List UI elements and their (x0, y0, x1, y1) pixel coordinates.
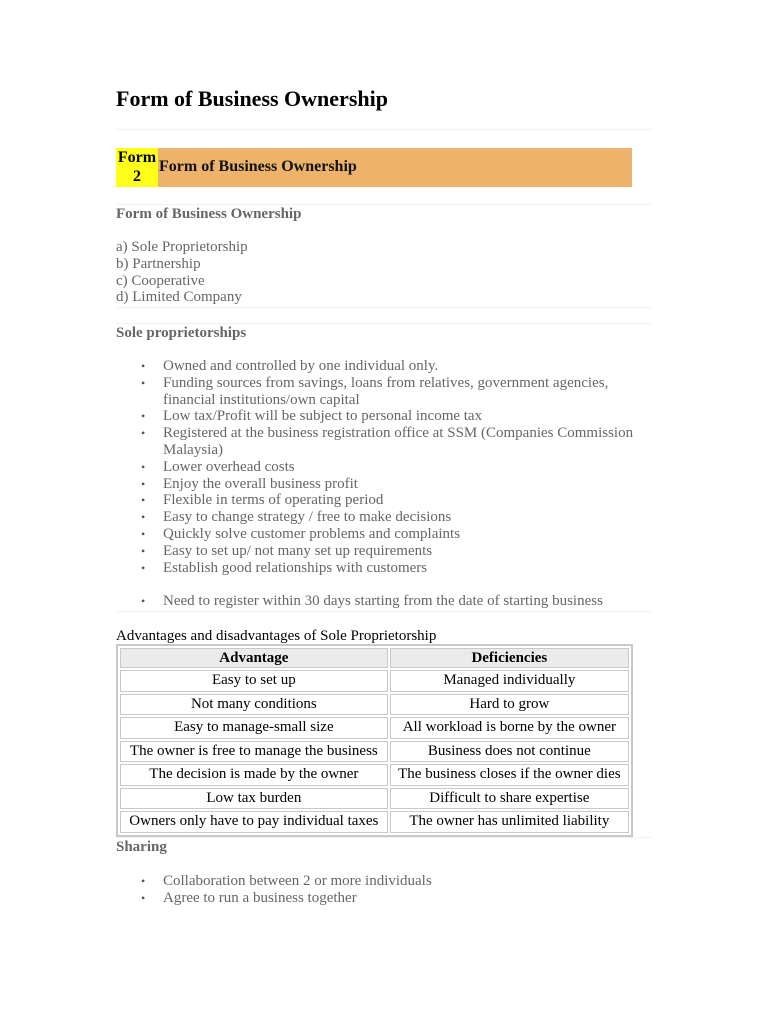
sharing-title: Sharing (116, 839, 167, 855)
advantage-cell: The owner is free to manage the business (120, 741, 388, 763)
sole-proprietorships-title: Sole proprietorships (116, 325, 247, 341)
list-item: • Quickly solve customer problems and complaints (163, 526, 653, 543)
form-heading: Form of Business Ownership (159, 158, 357, 175)
table-row (120, 764, 629, 786)
list-item: • Registered at the business registration office at SSM (Companies Commission Malaysia) (163, 425, 653, 459)
table-row (120, 788, 629, 810)
list-item: • Easy to set up/ not many set up requirements (163, 543, 653, 560)
divider (116, 837, 652, 838)
list-item: • Lower overhead costs (163, 459, 653, 476)
sole-proprietorship-bullets (116, 358, 653, 576)
list-item: • Funding sources from savings, loans from relatives, government agencies, financial institutions/own capital (163, 375, 653, 409)
list-item: • Enjoy the overall business profit (163, 476, 653, 493)
sharing-bullets (116, 873, 653, 907)
table-row (120, 741, 629, 763)
list-item: • Collaboration between 2 or more individuals (163, 873, 653, 890)
deficiency-cell: The business closes if the owner dies (390, 764, 629, 786)
advantage-cell: Easy to set up (120, 670, 388, 692)
list-item: • Owned and controlled by one individual only. (163, 358, 653, 375)
divider (116, 307, 652, 308)
list-item: • Low tax/Profit will be subject to personal income tax (163, 408, 653, 425)
page-title: Form of Business Ownership (116, 86, 388, 111)
divider (116, 323, 652, 324)
advantage-cell: Easy to manage-small size (120, 717, 388, 739)
list-item: c) Cooperative (116, 272, 205, 289)
deficiency-cell: Difficult to share expertise (390, 788, 629, 810)
list-item: a) Sole Proprietorship (116, 239, 248, 255)
list-item: d) Limited Company (116, 289, 242, 306)
registration-bullet (116, 593, 653, 610)
list-item: • Flexible in terms of operating period (163, 492, 653, 509)
divider (116, 611, 652, 612)
table-row (120, 717, 629, 739)
table-caption: Advantages and disadvantages of Sole Proprietorship (116, 628, 437, 644)
advantage-cell: Owners only have to pay individual taxes (120, 811, 388, 833)
list-item: • Need to register within 30 days starting from the date of starting business (163, 593, 653, 610)
deficiency-cell: Hard to grow (390, 694, 629, 716)
list-item: • Easy to change strategy / free to make decisions (163, 509, 653, 526)
deficiency-cell: All workload is borne by the owner (390, 717, 629, 739)
intro-title: Form of Business Ownership (116, 206, 302, 222)
ownership-type-list (116, 239, 248, 306)
table-row (120, 670, 629, 692)
header-advantage: Advantage (120, 648, 388, 668)
advantage-cell: The decision is made by the owner (120, 764, 388, 786)
list-item: • Agree to run a business together (163, 890, 653, 907)
table-row (120, 811, 629, 833)
list-item: • Establish good relationships with customers (163, 560, 653, 577)
divider (116, 129, 652, 130)
table-header-row (120, 648, 629, 668)
table-row (120, 694, 629, 716)
header-deficiencies: Deficiencies (390, 648, 629, 668)
divider (116, 204, 652, 205)
form-tag-number: 2 (133, 168, 141, 185)
deficiency-cell: Managed individually (390, 670, 629, 692)
form-number-tag (116, 148, 158, 187)
advantage-cell: Low tax burden (120, 788, 388, 810)
advantages-table (116, 644, 633, 837)
advantage-cell: Not many conditions (120, 694, 388, 716)
form-tag-label: Form (117, 149, 157, 166)
deficiency-cell: Business does not continue (390, 741, 629, 763)
list-item: b) Partnership (116, 255, 201, 272)
deficiency-cell: The owner has unlimited liability (390, 811, 629, 833)
form-band (116, 148, 632, 187)
